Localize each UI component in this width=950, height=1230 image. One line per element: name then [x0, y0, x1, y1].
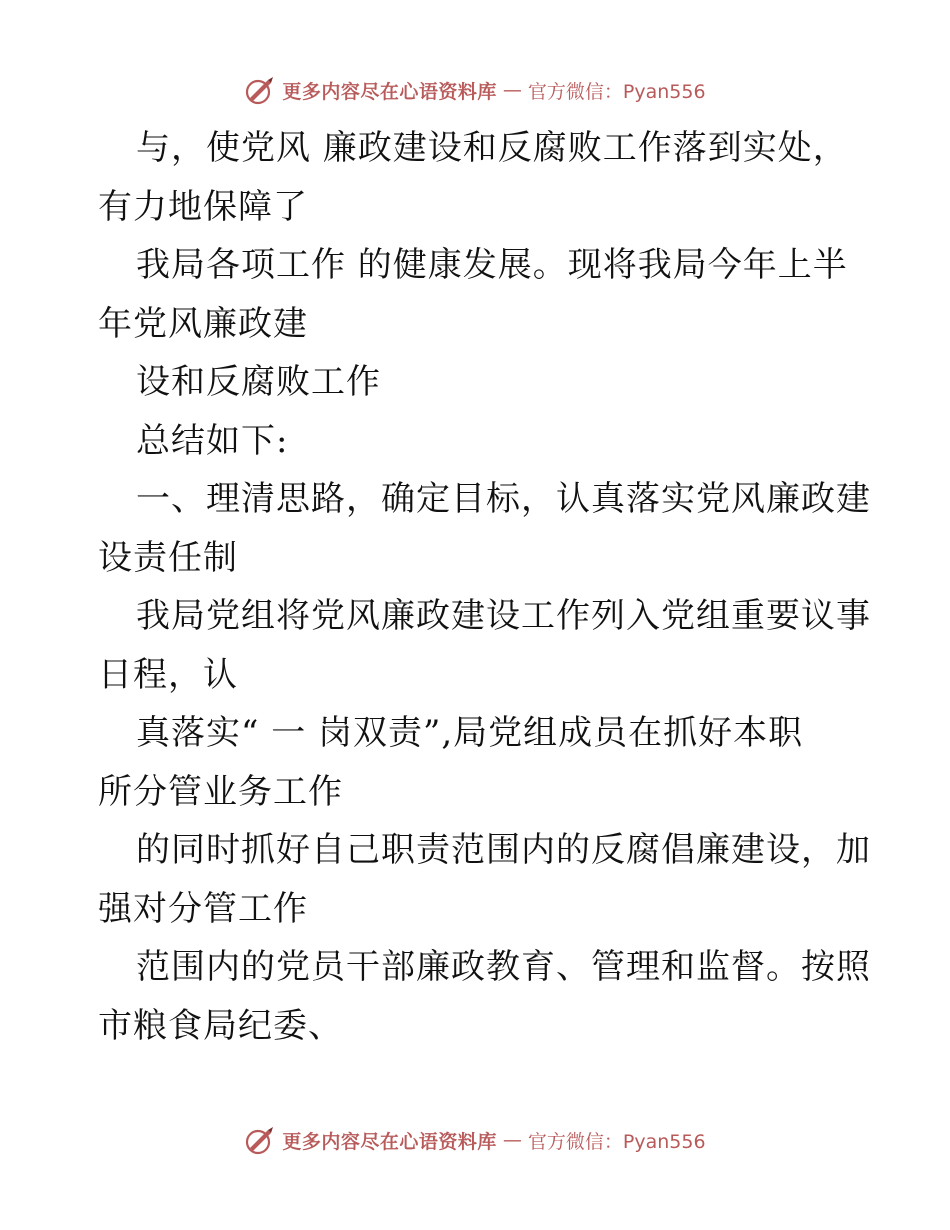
body-line: 范围内的党员干部廉政教育、管理和监督。按照 [136, 947, 871, 987]
section-heading-cont: 设责任制 [98, 537, 238, 578]
body-line: 有力地保障了 [98, 186, 308, 227]
body-line: 真落实“ 一 岗双责”,局党组成员在抓好本职 [136, 713, 804, 753]
body-line: 年党风廉政建 [98, 303, 308, 344]
watermark-separator: — [502, 1129, 522, 1151]
section-heading: 一、理清思路，确定目标，认真落实党风廉政建 [136, 479, 871, 519]
quill-pen-circle-icon [244, 1124, 276, 1156]
body-line: 日程，认 [98, 654, 238, 695]
body-line: 设和反腐败工作 [136, 362, 381, 402]
footer-watermark [0, 1120, 950, 1160]
body-line: 市粮食局纪委、 [98, 1005, 343, 1046]
watermark-wechat: 官方微信：Pyan556 [527, 80, 706, 103]
body-line: 与，使党风 廉政建设和反腐败工作落到实处， [136, 128, 848, 168]
document-body [98, 119, 871, 1055]
body-line: 我局各项工作 的健康发展。现将我局今年上半 [136, 245, 848, 285]
quill-pen-circle-icon [244, 74, 276, 106]
watermark-text: 更多内容尽在心语资料库 [282, 80, 497, 103]
body-line: 我局党组将党风廉政建设工作列入党组重要议事 [136, 596, 871, 636]
body-line: 的同时抓好自己职责范围内的反腐倡廉建设，加 [136, 830, 871, 870]
body-line: 强对分管工作 [98, 888, 308, 929]
watermark-separator: — [502, 79, 522, 101]
watermark-text: 更多内容尽在心语资料库 [282, 1130, 497, 1153]
header-watermark [0, 70, 950, 110]
watermark-wechat: 官方微信：Pyan556 [527, 1130, 706, 1153]
body-line: 所分管业务工作 [98, 771, 343, 812]
body-line: 总结如下: [136, 420, 289, 461]
